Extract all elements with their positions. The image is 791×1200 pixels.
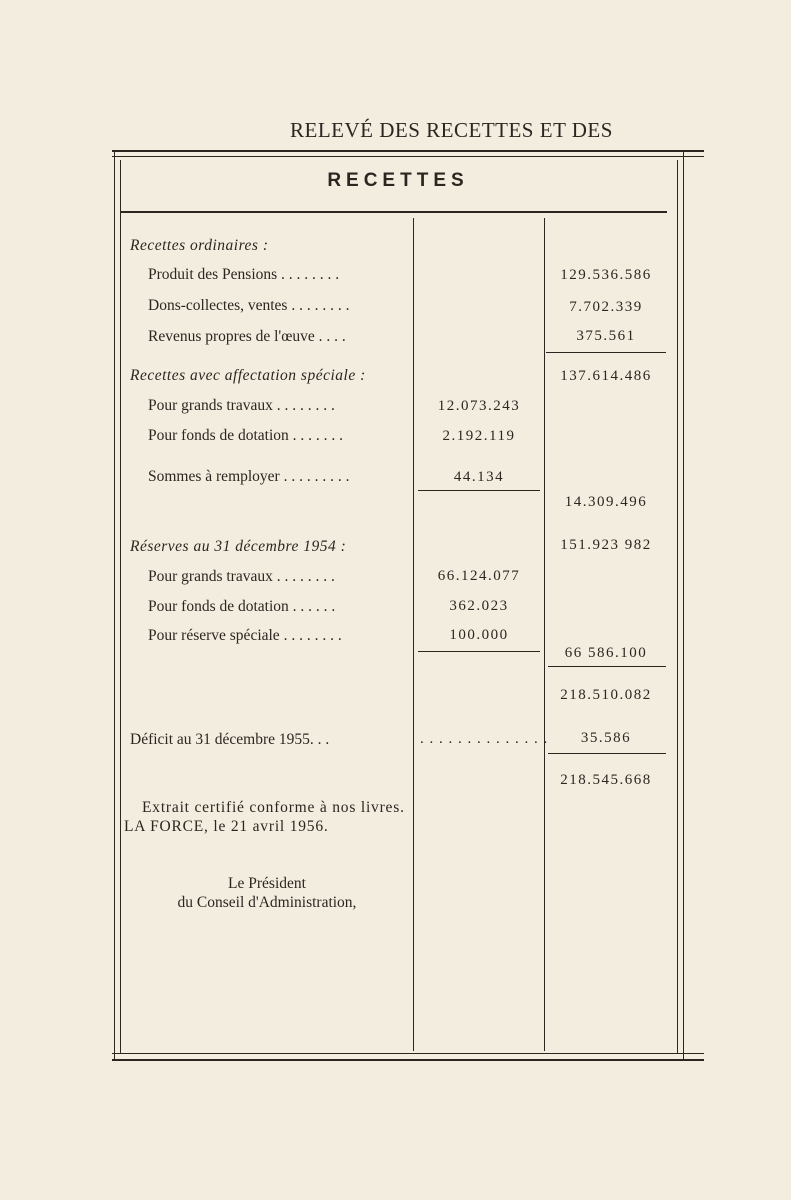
affectation-heading: Recettes avec affectation spéciale : (130, 367, 366, 384)
deficit-amount: 35.586 (580, 730, 632, 746)
revenus-label: Revenus propres de l'œuve . . . . (148, 328, 346, 345)
table-top-rule (112, 150, 704, 152)
res-grands-travaux-amount: 66.124.077 (437, 568, 521, 584)
res-speciale-amount: 100.000 (449, 627, 509, 643)
pensions-total: 129.536.586 (560, 267, 652, 283)
subtotal-rule-affectation (418, 490, 540, 491)
frame-right-line (683, 152, 684, 1060)
page-title: RELEVÉ DES RECETTES ET DES (290, 118, 613, 142)
subtotal-ordinaires: 137.614.486 (560, 368, 652, 384)
grand-total: 218.545.668 (560, 772, 652, 788)
dons-total: 7.702.339 (569, 299, 643, 315)
frame-left-inner-line (120, 160, 121, 1054)
ordinaires-heading: Recettes ordinaires : (130, 237, 269, 254)
deficit-label: Déficit au 31 décembre 1955. . . (130, 731, 330, 748)
subtotal-rule-reserves (418, 651, 540, 652)
deficit-dots: . . . . . . . . . . . . . . (420, 731, 549, 747)
frame-right-inner-line (677, 160, 678, 1054)
res-fonds-label: Pour fonds de dotation . . . . . . (148, 598, 336, 615)
table-bottom-rule (112, 1053, 704, 1054)
res-fonds-amount: 362.023 (449, 598, 509, 614)
grand-total-rule (548, 753, 666, 754)
grands-travaux-amount: 12.073.243 (437, 398, 521, 414)
total-before-deficit: 218.510.082 (560, 687, 652, 703)
signatory-line2: du Conseil d'Administration, (177, 894, 357, 911)
reserves-heading: Réserves au 31 décembre 1954 : (130, 538, 347, 555)
revenus-total: 375.561 (576, 328, 636, 344)
certification-text: Extrait certifié conforme à nos livres. LA FORCE, le 21 avril 1956. (124, 799, 405, 835)
grands-travaux-label: Pour grands travaux . . . . . . . . (148, 397, 335, 414)
res-grands-travaux-label: Pour grands travaux . . . . . . . . (148, 568, 335, 585)
signatory-line1: Le Président (228, 875, 306, 892)
subtotal-affectation: 14.309.496 (564, 494, 648, 510)
table-top-rule-thin (112, 156, 704, 157)
dons-label: Dons-collectes, ventes . . . . . . . . (148, 297, 350, 314)
fonds-dotation-amount: 2.192.119 (442, 428, 516, 444)
section-title: RECETTES (327, 170, 469, 191)
column-divider-totals (544, 218, 545, 1051)
subtotal-running: 151.923 982 (560, 537, 652, 553)
sommes-amount: 44.134 (453, 469, 505, 485)
fonds-dotation-label: Pour fonds de dotation . . . . . . . (148, 427, 344, 444)
frame-left-line (114, 152, 115, 1060)
sommes-label: Sommes à remployer . . . . . . . . . (148, 468, 350, 485)
res-speciale-label: Pour réserve spéciale . . . . . . . . (148, 627, 342, 644)
table-bottom-rule-thick (112, 1059, 704, 1061)
subtotal-reserves: 66 586.100 (564, 645, 648, 661)
section-title-rule (120, 211, 667, 213)
subtotal-rule-ordinaires (546, 352, 666, 353)
total-rule-reserves (548, 666, 666, 667)
pensions-label: Produit des Pensions . . . . . . . . (148, 266, 340, 283)
